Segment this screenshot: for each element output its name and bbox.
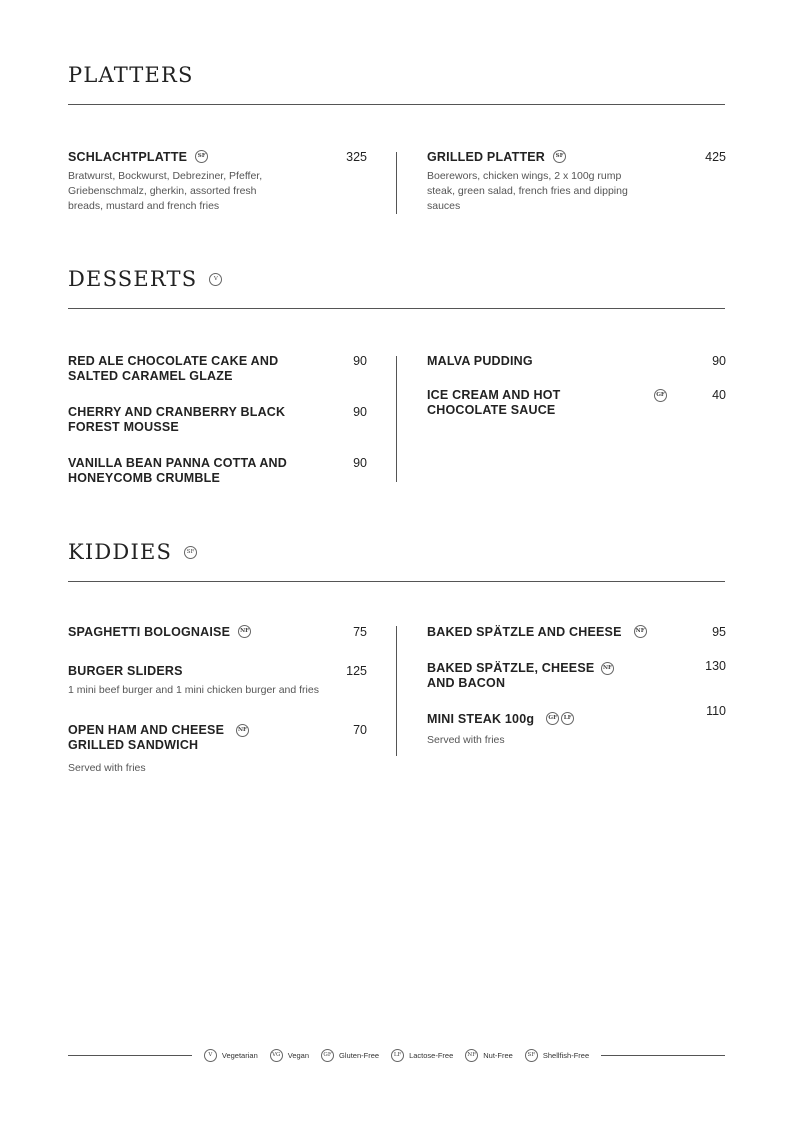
item-price: 95 (712, 625, 726, 639)
lactose-free-icon: LF (391, 1049, 404, 1062)
legend-label: Nut-Free (483, 1050, 513, 1060)
legend-label: Lactose-Free (409, 1050, 454, 1060)
item-price: 110 (706, 704, 726, 718)
item-name: BURGER SLIDERS (68, 664, 183, 678)
legend-item-vegetarian (204, 1049, 258, 1062)
section-divider (68, 308, 725, 309)
menu-item-ham-cheese-sandwich (68, 723, 298, 776)
vegetarian-icon: V (209, 273, 222, 286)
item-name: BAKED SPÄTZLE, CHEESE AND BACON (427, 661, 595, 690)
item-name: MINI STEAK 100g (427, 712, 535, 726)
section-divider (68, 104, 725, 105)
menu-item-malva-pudding (427, 354, 667, 369)
item-name: BAKED SPÄTZLE AND CHEESE (427, 625, 622, 639)
nut-free-icon: NF (601, 662, 614, 675)
item-price: 90 (353, 354, 367, 368)
legend-item-lactose-free (391, 1049, 453, 1062)
menu-item-schlachtplatte (68, 150, 278, 214)
item-description: 1 mini beef burger and 1 mini chicken burger and fries (68, 684, 319, 696)
item-description: Boerewors, chicken wings, 2 x 100g rump steak, green salad, french fries and dipping sauces (427, 170, 628, 212)
nut-free-icon: NF (236, 724, 249, 737)
item-name-row (427, 625, 677, 640)
item-price: 325 (346, 150, 367, 164)
menu-item-black-forest-mousse (68, 405, 308, 435)
dietary-legend (68, 1047, 725, 1063)
item-name-row (427, 712, 657, 727)
vegan-icon: VG (270, 1049, 283, 1062)
item-price: 40 (712, 388, 726, 402)
item-name: OPEN HAM AND CHEESE GRILLED SANDWICH (68, 723, 225, 752)
item-name: GRILLED PLATTER (427, 150, 546, 164)
section-title-text: DESSERTS (68, 267, 198, 291)
legend-divider-right (601, 1055, 725, 1056)
menu-item-panna-cotta (68, 456, 308, 486)
item-description: Served with fries (427, 734, 505, 746)
item-price: 70 (353, 723, 367, 737)
column-divider (396, 356, 397, 482)
gluten-free-icon: GF (654, 389, 667, 402)
item-price: 90 (353, 405, 367, 419)
menu-item-mini-steak (427, 712, 657, 748)
menu-item-ice-cream (427, 388, 665, 418)
section-title-kiddies (68, 540, 197, 564)
item-name: ICE CREAM AND HOT CHOCOLATE SAUCE (427, 388, 561, 417)
legend-label: Vegan (287, 1050, 310, 1060)
section-divider (68, 581, 725, 582)
menu-item-grilled-platter (427, 150, 642, 214)
menu-item-spatzle-cheese (427, 625, 677, 640)
item-price: 75 (353, 625, 367, 639)
nut-free-icon: NF (238, 625, 251, 638)
item-description: Bratwurst, Bockwurst, Debreziner, Pfeffer, Griebenschmalz, gherkin, assorted fresh breads, mustard and french fries (68, 170, 263, 212)
item-name-row (427, 388, 665, 418)
legend-items (192, 1049, 601, 1062)
legend-item-gluten-free (321, 1049, 379, 1062)
nut-free-icon: NF (465, 1049, 478, 1062)
vegetarian-icon: V (204, 1049, 217, 1062)
legend-item-shellfish-free (525, 1049, 589, 1062)
item-name-row (68, 625, 308, 640)
item-name: CHERRY AND CRANBERRY BLACK FOREST MOUSSE (68, 405, 286, 434)
gluten-free-icon: GF (546, 712, 559, 725)
legend-label: Vegetarian (221, 1050, 258, 1060)
item-name: VANILLA BEAN PANNA COTTA AND HONEYCOMB CRUMBLE (68, 456, 288, 485)
legend-divider-left (68, 1055, 192, 1056)
section-title-text: PLATTERS (68, 63, 194, 87)
item-name: MALVA PUDDING (427, 354, 533, 368)
menu-item-red-ale-cake (68, 354, 308, 384)
section-title-text: KIDDIES (68, 540, 173, 564)
shellfish-free-icon: SF (525, 1049, 538, 1062)
column-divider (396, 626, 397, 756)
item-name: SCHLACHTPLATTE (68, 150, 188, 164)
shellfish-free-icon: SF (553, 150, 566, 163)
shellfish-free-icon: SF (195, 150, 208, 163)
item-name-row (68, 150, 278, 165)
item-price: 125 (346, 664, 367, 678)
menu-item-spaghetti (68, 625, 308, 640)
legend-label: Gluten-Free (339, 1050, 380, 1060)
item-price: 130 (705, 659, 726, 673)
item-name: SPAGHETTI BOLOGNAISE (68, 625, 231, 639)
menu-item-spatzle-bacon (427, 661, 657, 691)
item-name-row (427, 150, 642, 165)
legend-item-vegan (270, 1049, 309, 1062)
item-name: RED ALE CHOCOLATE CAKE AND SALTED CARAMEL GLAZE (68, 354, 279, 383)
legend-label: Shellfish-Free (542, 1050, 590, 1060)
item-price: 90 (712, 354, 726, 368)
legend-item-nut-free (465, 1049, 513, 1062)
gluten-free-icon: GF (321, 1049, 334, 1062)
nut-free-icon: NF (634, 625, 647, 638)
item-name-row (427, 661, 612, 691)
section-title-platters (68, 63, 194, 87)
section-title-desserts (68, 267, 222, 291)
item-price: 90 (353, 456, 367, 470)
item-price: 425 (705, 150, 726, 164)
item-description: Served with fries (68, 762, 146, 774)
shellfish-free-icon: SF (184, 546, 197, 559)
column-divider (396, 152, 397, 214)
item-name-row (68, 723, 247, 753)
lactose-free-icon: LF (561, 712, 574, 725)
